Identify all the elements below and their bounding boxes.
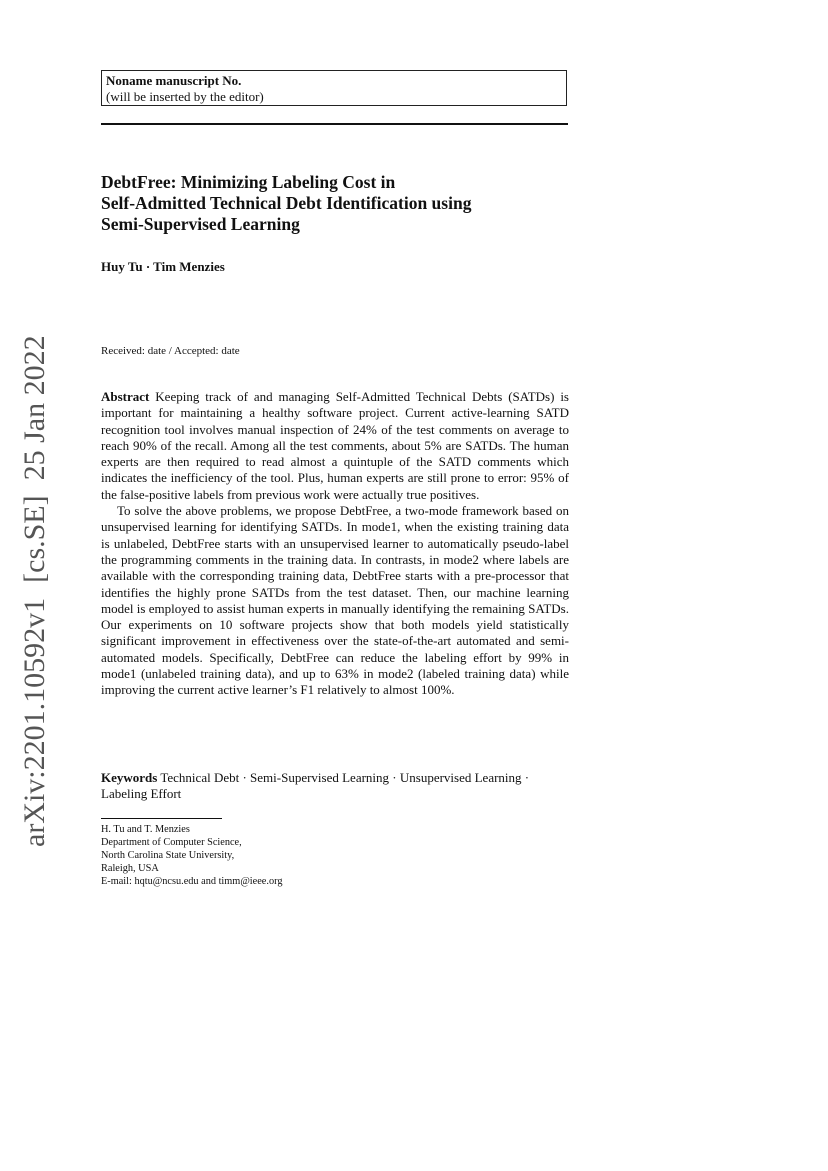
abstract-paragraph-1 [101, 389, 569, 503]
authors: Huy Tu · Tim Menzies [101, 259, 225, 274]
keywords [101, 770, 569, 803]
footnote-line: H. Tu and T. Menzies [101, 824, 190, 835]
paper-title [101, 172, 571, 235]
footnote-rule [101, 818, 222, 819]
title-line: Semi-Supervised Learning [101, 214, 300, 234]
abstract-text-1: Keeping track of and managing Self-Admitted Technical Debts (SATDs) is important for maintaining a healthy software project. Current active-learning SATD recognition tool involves manual inspection of 24% of the test comments on average to reach 90% of the recall. Among all the test comments, about 5% are SATDs. The human experts are then required to read almost a quintuple of the SATD comments which indicates the inefficiency of the tool. Plus, human experts are still prone to error: 95% of the false-positive labels from previous work were actually true positives. [101, 389, 569, 502]
editor-note: (will be inserted by the editor) [106, 89, 264, 104]
title-line: DebtFree: Minimizing Labeling Cost in [101, 172, 396, 192]
keywords-label: Keywords [101, 770, 158, 785]
footnote-line: Department of Computer Science, [101, 837, 242, 849]
received-date: Received: date / Accepted: date [101, 345, 240, 357]
top-rule [101, 123, 568, 125]
manuscript-number: Noname manuscript No. [106, 73, 242, 88]
footnote-line: Raleigh, USA [101, 863, 159, 875]
keywords-text: Technical Debt · Semi-Supervised Learning · Unsupervised Learning · Labeling Effort [101, 770, 530, 802]
arxiv-identifier: arXiv:2201.10592v1 [cs.SE] 25 Jan 2022 [18, 335, 51, 847]
footnote-email: E-mail: hqtu@ncsu.edu and timm@ieee.org [101, 876, 283, 888]
title-line: Self-Admitted Technical Debt Identification using [101, 193, 472, 213]
abstract [101, 389, 569, 699]
editor-box [101, 70, 567, 106]
abstract-label: Abstract [101, 389, 150, 404]
abstract-paragraph-2: To solve the above problems, we propose DebtFree, a two-mode framework based on unsupervised learning for identifying SATDs. In mode1, when the existing training data is unlabeled, DebtFree starts with an unsupervised learner to automatically pseudo-label the programming comments in the training data. In contrasts, in mode2 where labels are available with the corresponding training data, DebtFree starts with a pre-processor that identifies the highly prone SATDs from the test dataset. Then, our machine learning model is employed to assist human experts in manually identifying the remaining SATDs. Our experiments on 10 software projects show that both models yield statistically significant improvement in effectiveness over the state-of-the-art automated and semi-automated models. Specifically, DebtFree can reduce the labeling effort by 99% in mode1 (unlabeled training data), and up to 63% in mode2 (labeled training data) while improving the current active learner’s F1 relatively to almost 100%. [101, 503, 569, 698]
author-footnote [101, 823, 282, 888]
footnote-line: North Carolina State University, [101, 850, 235, 862]
